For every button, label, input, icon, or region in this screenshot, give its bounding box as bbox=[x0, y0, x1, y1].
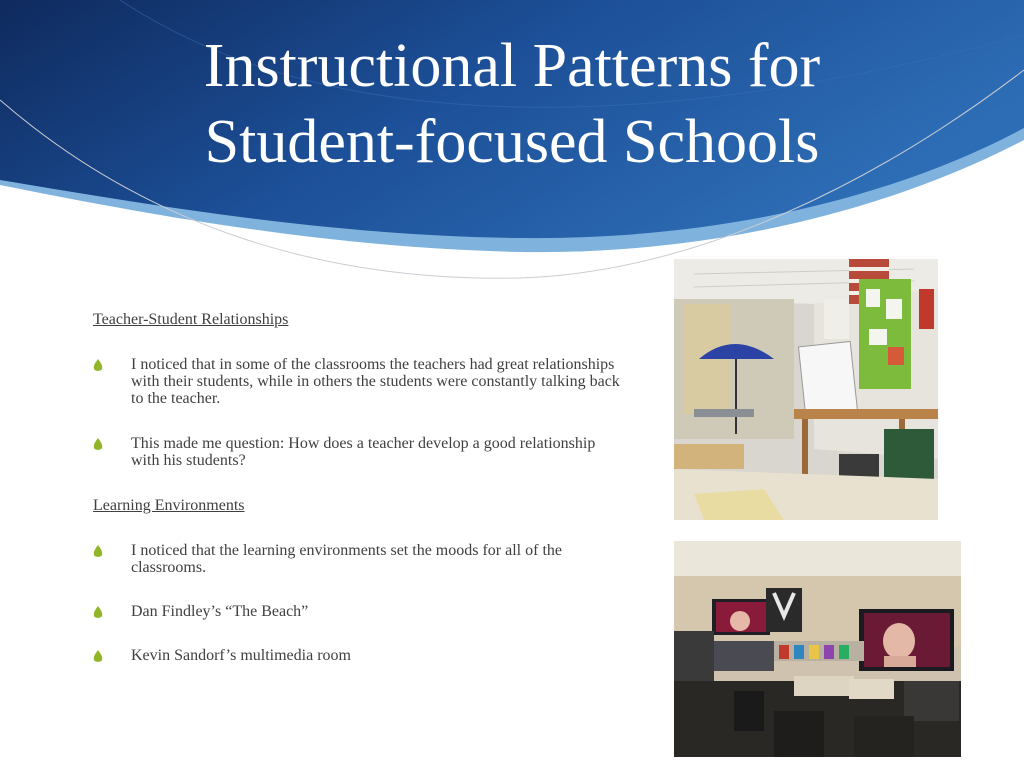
bullet-text: I noticed that the learning environments set the moods for all of the classrooms. bbox=[131, 542, 562, 576]
section-heading-environments: Learning Environments bbox=[93, 497, 245, 514]
title-line-1: Instructional Patterns for bbox=[203, 32, 821, 100]
leaf-bullet-icon bbox=[93, 359, 103, 372]
bullet-item bbox=[93, 435, 623, 469]
slide-body bbox=[93, 311, 623, 664]
slide-title bbox=[0, 28, 1024, 180]
leaf-bullet-icon bbox=[93, 545, 103, 558]
bullet-item bbox=[93, 542, 623, 576]
bullet-text: This made me question: How does a teacher develop a good relationship with his students? bbox=[131, 435, 596, 469]
classroom-beach-photo bbox=[674, 259, 938, 520]
leaf-bullet-icon bbox=[93, 650, 103, 663]
bullet-text: I noticed that in some of the classrooms the teachers had great relationships with their students, while in others the students were constantly talking back to the teacher. bbox=[131, 356, 620, 407]
title-line-2: Student-focused Schools bbox=[204, 108, 820, 176]
bullet-item bbox=[93, 356, 623, 407]
bullet-item bbox=[93, 647, 623, 664]
leaf-bullet-icon bbox=[93, 438, 103, 451]
bullet-text: Dan Findley’s “The Beach” bbox=[131, 603, 309, 620]
leaf-bullet-icon bbox=[93, 606, 103, 619]
section-heading-relationships: Teacher-Student Relationships bbox=[93, 311, 289, 328]
multimedia-room-photo bbox=[674, 541, 961, 757]
bullet-text: Kevin Sandorf’s multimedia room bbox=[131, 647, 351, 664]
bullet-item bbox=[93, 603, 623, 620]
